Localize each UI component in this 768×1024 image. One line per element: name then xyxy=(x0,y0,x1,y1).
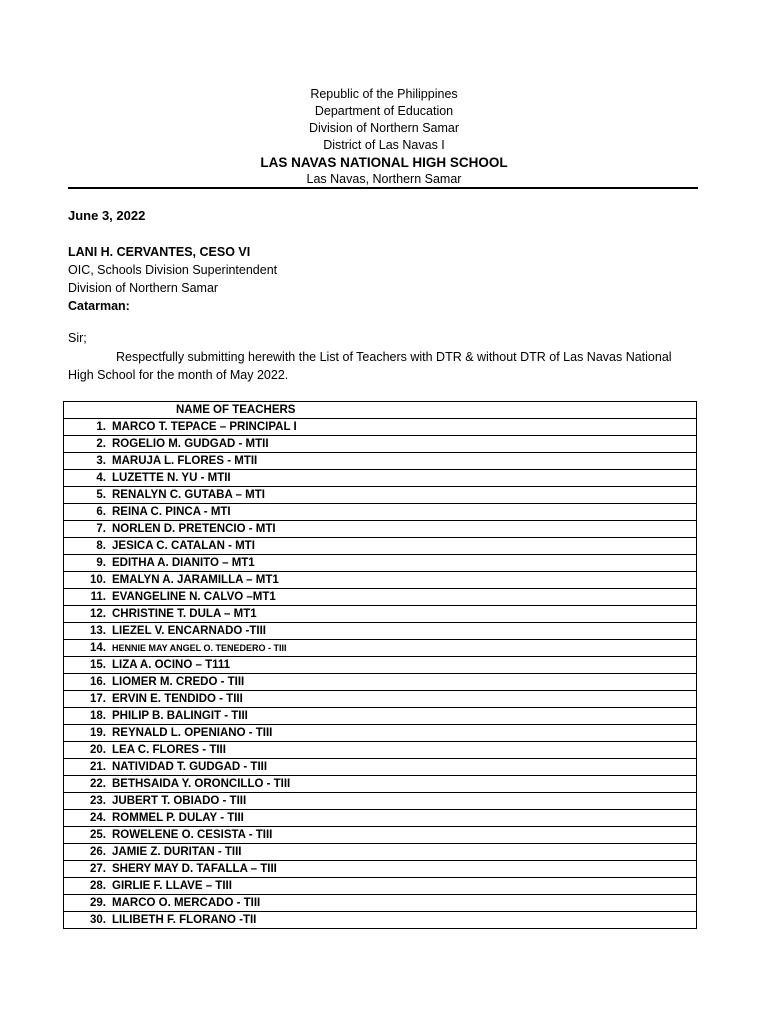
teacher-cell xyxy=(64,759,697,776)
letterhead xyxy=(0,86,768,188)
teacher-name: LEA C. FLORES - TIII xyxy=(112,744,226,756)
teacher-name: ROWELENE O. CESISTA - TIII xyxy=(112,829,273,841)
teacher-cell xyxy=(64,776,697,793)
school-address: Las Navas, Northern Samar xyxy=(306,172,462,186)
teacher-cell xyxy=(64,793,697,810)
teacher-number: 13. xyxy=(90,625,106,637)
table-row xyxy=(64,861,697,878)
teacher-number: 5. xyxy=(96,489,106,501)
teacher-number: 6. xyxy=(96,506,106,518)
teacher-cell xyxy=(64,623,697,640)
teachers-table-body xyxy=(64,419,697,929)
teacher-number: 26. xyxy=(90,846,106,858)
table-row xyxy=(64,674,697,691)
salutation: Sir; xyxy=(68,331,87,345)
teacher-name: PHILIP B. BALINGIT - TIII xyxy=(112,710,248,722)
teacher-cell xyxy=(64,606,697,623)
teacher-name: LILIBETH F. FLORANO -TII xyxy=(112,914,257,926)
teacher-number: 29. xyxy=(90,897,106,909)
table-row xyxy=(64,436,697,453)
teachers-table xyxy=(63,401,697,929)
teacher-cell xyxy=(64,810,697,827)
teacher-number: 1. xyxy=(96,421,106,433)
letterhead-line-district: District of Las Navas I xyxy=(323,138,445,152)
teacher-name: EMALYN A. JARAMILLA – MT1 xyxy=(112,574,279,586)
teacher-name: ERVIN E. TENDIDO - TIII xyxy=(112,693,243,705)
teacher-number: 15. xyxy=(90,659,106,671)
teacher-number: 19. xyxy=(90,727,106,739)
table-row xyxy=(64,623,697,640)
teacher-cell xyxy=(64,657,697,674)
teacher-name: ROMMEL P. DULAY - TIII xyxy=(112,812,244,824)
teacher-number: 14. xyxy=(90,642,106,654)
teacher-cell xyxy=(64,827,697,844)
teacher-name: LIEZEL V. ENCARNADO -TIII xyxy=(112,625,266,637)
recipient-city: Catarman: xyxy=(68,299,130,313)
teacher-cell xyxy=(64,589,697,606)
teacher-number: 23. xyxy=(90,795,106,807)
teacher-name: LUZETTE N. YU - MTII xyxy=(112,472,231,484)
teacher-name: NORLEN D. PRETENCIO - MTI xyxy=(112,523,276,535)
teacher-cell xyxy=(64,521,697,538)
teacher-number: 17. xyxy=(90,693,106,705)
teacher-name: JUBERT T. OBIADO - TIII xyxy=(112,795,247,807)
teacher-name: REYNALD L. OPENIANO - TIII xyxy=(112,727,273,739)
teacher-name: REINA C. PINCA - MTI xyxy=(112,506,231,518)
teacher-cell xyxy=(64,742,697,759)
teacher-cell xyxy=(64,691,697,708)
teacher-cell xyxy=(64,504,697,521)
letterhead-line-division: Division of Northern Samar xyxy=(308,121,460,135)
teacher-name: RENALYN C. GUTABA – MTI xyxy=(112,489,265,501)
recipient-title: OIC, Schools Division Superintendent xyxy=(68,263,278,277)
teacher-cell xyxy=(64,708,697,725)
teacher-name: NATIVIDAD T. GUDGAD - TIII xyxy=(112,761,268,773)
teacher-name: LIOMER M. CREDO - TIII xyxy=(112,676,245,688)
school-name: LAS NAVAS NATIONAL HIGH SCHOOL xyxy=(260,155,508,170)
teacher-name: MARUJA L. FLORES - MTII xyxy=(112,455,258,467)
teacher-number: 30. xyxy=(90,914,106,926)
teacher-name: ROGELIO M. GUDGAD - MTII xyxy=(112,438,269,450)
teacher-name: MARCO O. MERCADO - TIII xyxy=(112,897,261,909)
teacher-name: JESICA C. CATALAN - MTI xyxy=(112,540,255,552)
header-divider xyxy=(68,187,698,189)
teacher-name: HENNIE MAY ANGEL O. TENEDERO - TIII xyxy=(112,643,287,653)
teacher-name: JAMIE Z. DURITAN - TIII xyxy=(112,846,242,858)
letter-date: June 3, 2022 xyxy=(68,208,146,223)
table-row xyxy=(64,657,697,674)
teacher-name: CHRISTINE T. DULA – MT1 xyxy=(112,608,257,620)
teacher-cell xyxy=(64,487,697,504)
teacher-number: 16. xyxy=(90,676,106,688)
table-row xyxy=(64,844,697,861)
table-row xyxy=(64,691,697,708)
table-row xyxy=(64,776,697,793)
teacher-cell xyxy=(64,912,697,929)
teacher-name: EDITHA A. DIANITO – MT1 xyxy=(112,557,255,569)
teacher-cell xyxy=(64,878,697,895)
teacher-cell xyxy=(64,895,697,912)
table-row xyxy=(64,606,697,623)
teacher-name: BETHSAIDA Y. ORONCILLO - TIII xyxy=(112,778,291,790)
teacher-number: 25. xyxy=(90,829,106,841)
teacher-number: 22. xyxy=(90,778,106,790)
teacher-number: 18. xyxy=(90,710,106,722)
teacher-cell xyxy=(64,538,697,555)
teacher-number: 2. xyxy=(96,438,106,450)
table-row xyxy=(64,895,697,912)
teacher-number: 27. xyxy=(90,863,106,875)
teacher-number: 7. xyxy=(96,523,106,535)
teacher-cell xyxy=(64,572,697,589)
teacher-cell xyxy=(64,470,697,487)
teacher-number: 24. xyxy=(90,812,106,824)
table-row xyxy=(64,759,697,776)
table-row xyxy=(64,538,697,555)
recipient-name: LANI H. CERVANTES, CESO VI xyxy=(68,245,251,259)
table-row xyxy=(64,827,697,844)
recipient-block xyxy=(68,243,277,315)
teacher-name: MARCO T. TEPACE – PRINCIPAL I xyxy=(112,421,297,433)
table-row xyxy=(64,742,697,759)
table-row xyxy=(64,504,697,521)
teacher-number: 11. xyxy=(90,591,106,603)
teacher-number: 4. xyxy=(96,472,106,484)
teacher-number: 8. xyxy=(96,540,106,552)
teacher-cell xyxy=(64,725,697,742)
table-row xyxy=(64,589,697,606)
teacher-cell xyxy=(64,640,697,657)
table-row xyxy=(64,810,697,827)
teacher-cell xyxy=(64,861,697,878)
table-row xyxy=(64,572,697,589)
teacher-name: SHERY MAY D. TAFALLA – TIII xyxy=(112,863,277,875)
table-row xyxy=(64,708,697,725)
teacher-cell xyxy=(64,555,697,572)
teacher-cell xyxy=(64,844,697,861)
letterhead-line-republic: Republic of the Philippines xyxy=(310,87,458,101)
recipient-division: Division of Northern Samar xyxy=(68,281,219,295)
table-row xyxy=(64,521,697,538)
table-row xyxy=(64,640,697,657)
teacher-cell xyxy=(64,674,697,691)
table-header-name-of-teachers: NAME OF TEACHERS xyxy=(64,402,697,419)
teacher-cell xyxy=(64,453,697,470)
letter-body: Respectfully submitting herewith the List of Teachers with DTR & without DTR of Las Navas National High School for the month of May 2022. xyxy=(68,350,672,382)
table-row xyxy=(64,878,697,895)
teacher-number: 10. xyxy=(90,574,106,586)
table-row xyxy=(64,912,697,929)
teacher-name: EVANGELINE N. CALVO –MT1 xyxy=(112,591,276,603)
table-row xyxy=(64,487,697,504)
teacher-number: 9. xyxy=(96,557,106,569)
teacher-cell xyxy=(64,419,697,436)
teacher-name: LIZA A. OCINO – T111 xyxy=(112,659,231,671)
teacher-number: 21. xyxy=(90,761,106,773)
letterhead-line-department: Department of Education xyxy=(314,104,454,118)
teacher-number: 20. xyxy=(90,744,106,756)
teacher-name: GIRLIE F. LLAVE – TIII xyxy=(112,880,232,892)
teacher-number: 12. xyxy=(90,608,106,620)
table-row xyxy=(64,793,697,810)
table-row xyxy=(64,470,697,487)
table-row xyxy=(64,419,697,436)
table-row xyxy=(64,555,697,572)
teacher-number: 28. xyxy=(90,880,106,892)
teacher-cell xyxy=(64,436,697,453)
table-header-row xyxy=(64,402,697,419)
table-row xyxy=(64,725,697,742)
table-row xyxy=(64,453,697,470)
teacher-number: 3. xyxy=(96,455,106,467)
